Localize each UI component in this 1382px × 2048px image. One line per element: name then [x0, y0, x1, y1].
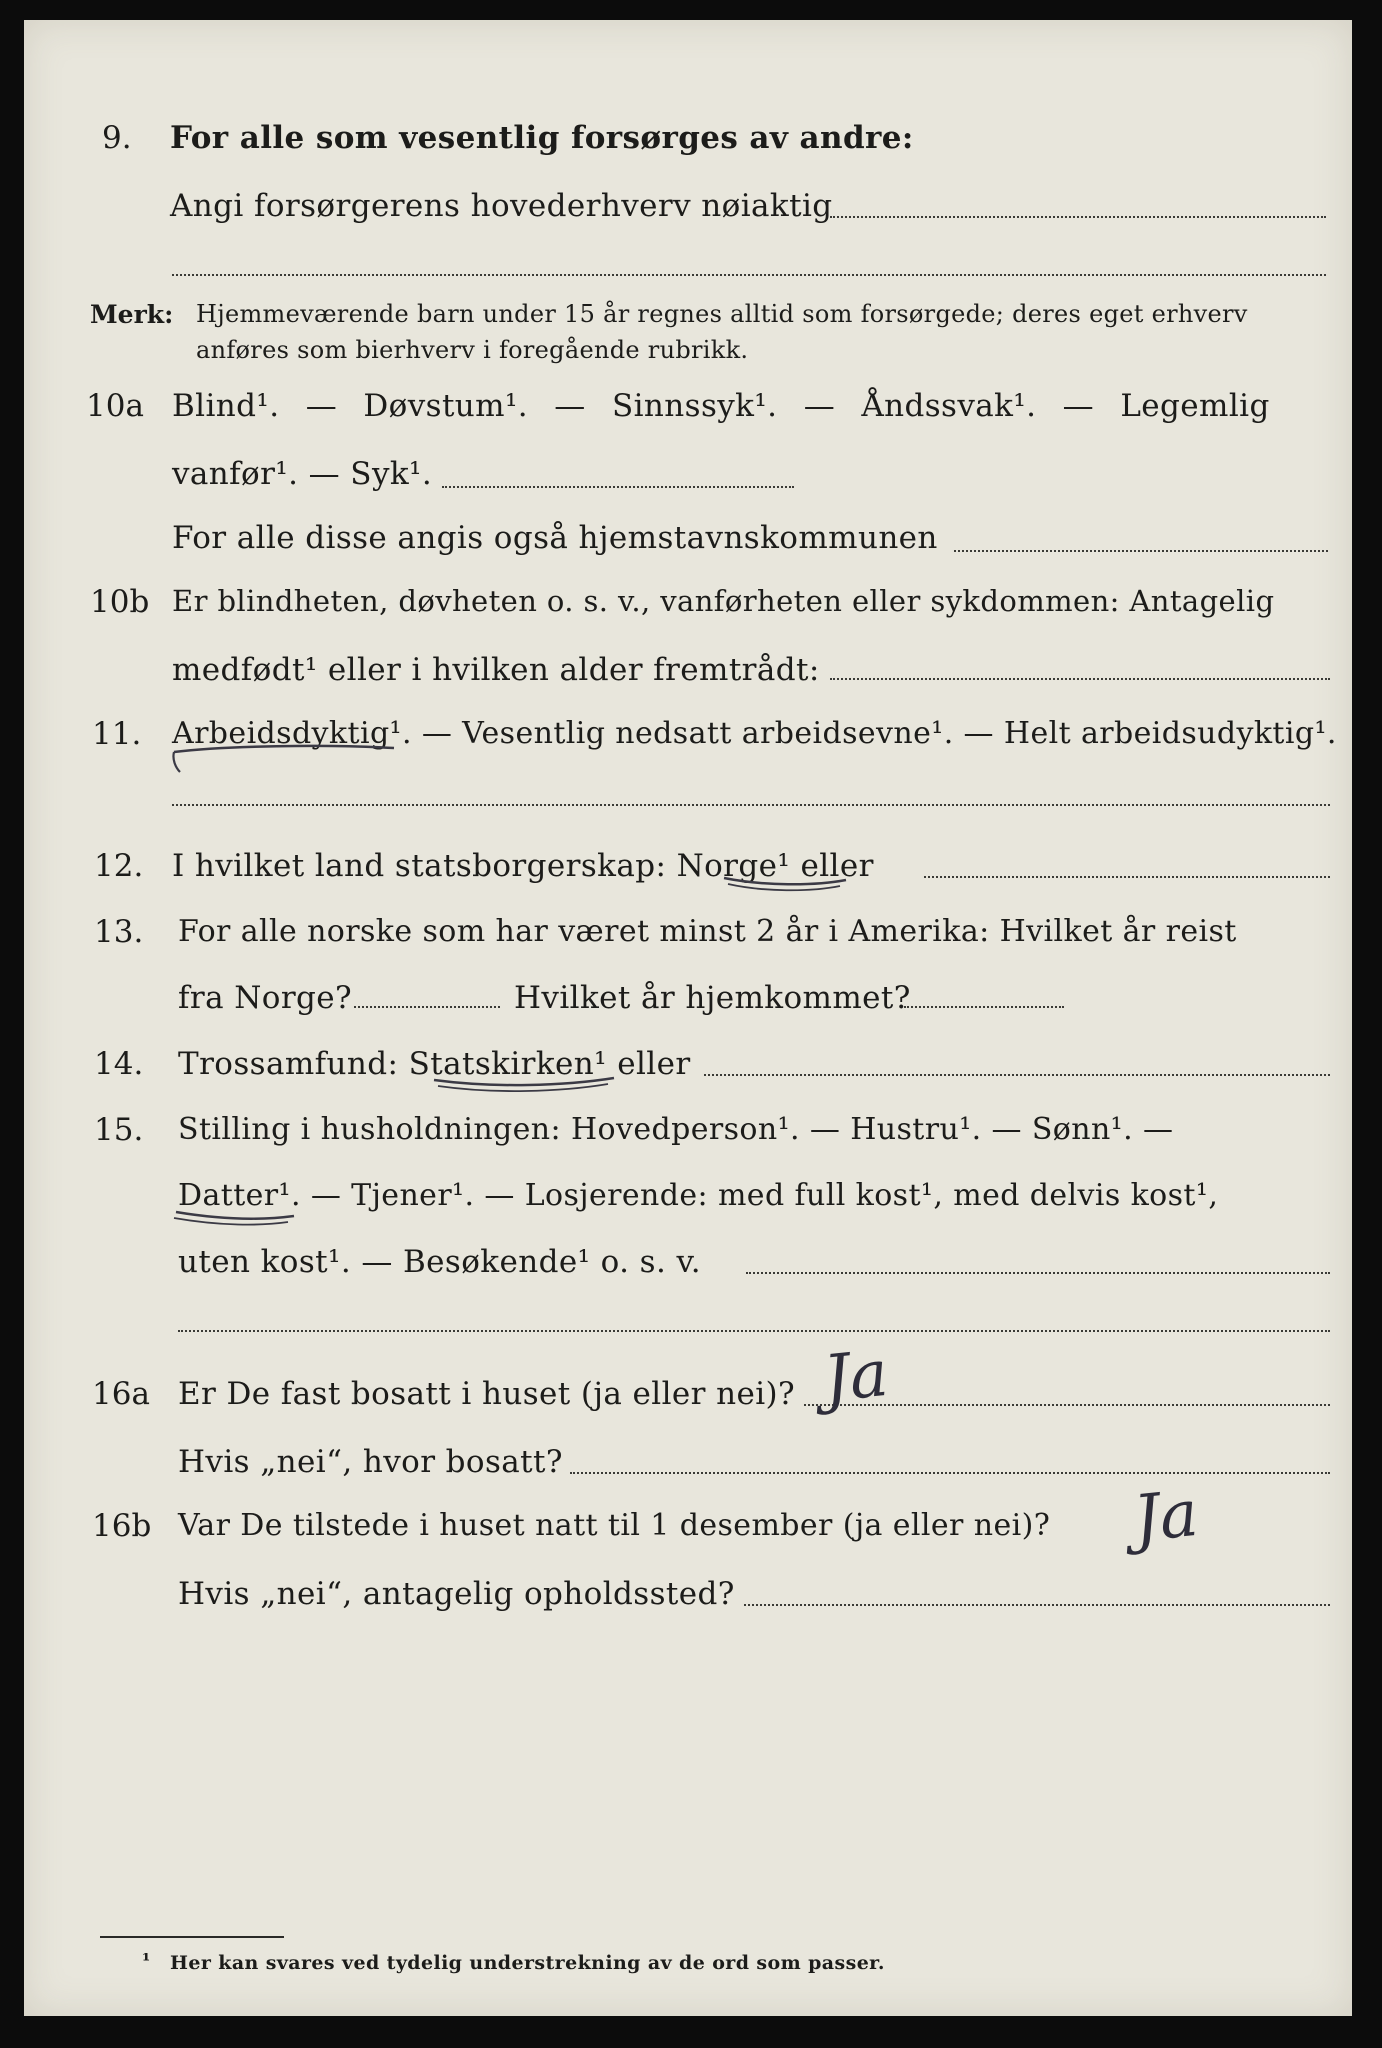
section-13-line1: For alle norske som har været minst 2 år i Amerika: Hvilket år reist: [178, 914, 1237, 949]
section-14-line1: Trossamfund: Statskirken¹ eller: [178, 1046, 691, 1082]
section-16b-handwritten-answer: Ja: [1130, 1476, 1202, 1558]
section-15-line2: Datter¹. — Tjener¹. — Losjerende: med full kost¹, med delvis kost¹,: [178, 1178, 1219, 1213]
section-16b-line1: Var De tilstede i huset natt til 1 desember (ja eller nei)?: [178, 1508, 1051, 1543]
section-12-number: 12.: [94, 848, 144, 884]
section-13-number: 13.: [94, 914, 144, 950]
section-12-line1: I hvilket land statsborgerskap: Norge¹ eller: [172, 848, 874, 884]
footnote-text: Her kan svares ved tydelig understrekning av de ord som passer.: [170, 1952, 885, 1974]
section-16b-number: 16b: [92, 1508, 152, 1544]
footnote-rule: [100, 1936, 284, 1938]
section-13-line2b: Hvilket år hjemkommet?: [514, 980, 911, 1016]
census-form-page: [24, 20, 1352, 2016]
section-10a-line1: Blind¹. — Døvstum¹. — Sinnssyk¹. — Åndssvak¹. — Legemlig: [172, 388, 1270, 424]
section-11-number: 11.: [92, 716, 142, 752]
section-16a-line1: Er De fast bosatt i huset (ja eller nei)?: [178, 1376, 796, 1412]
footnote-marker: ¹: [142, 1950, 151, 1972]
section-10a-number: 10a: [86, 388, 144, 424]
section-16a-number: 16a: [92, 1376, 150, 1412]
section-16a-handwritten-answer: Ja: [820, 1336, 892, 1418]
section-10b-line1: Er blindheten, døvheten o. s. v., vanførheten eller sykdommen: Antagelig: [172, 584, 1275, 618]
section-10a-line2: vanfør¹. — Syk¹.: [172, 456, 433, 492]
merk-line1: Hjemmeværende barn under 15 år regnes alltid som forsørgede; deres eget erhverv: [196, 300, 1248, 328]
section-9-line2: Angi forsørgerens hovederhverv nøiaktig: [170, 188, 833, 224]
section-15-line3: uten kost¹. — Besøkende¹ o. s. v.: [178, 1244, 701, 1280]
section-10b-line2: medfødt¹ eller i hvilken alder fremtrådt:: [172, 652, 820, 688]
section-16b-line2: Hvis „nei“, antagelig opholdssted?: [178, 1576, 735, 1612]
handwritten-marks: [24, 20, 1352, 2016]
merk-line2: anføres som bierhverv i foregående rubrikk.: [196, 336, 749, 364]
section-10a-line3: For alle disse angis også hjemstavnskommunen: [172, 520, 938, 556]
section-13-line2a: fra Norge?: [178, 980, 353, 1016]
section-9-number: 9.: [102, 120, 132, 156]
section-14-number: 14.: [94, 1046, 144, 1082]
section-15-line1: Stilling i husholdningen: Hovedperson¹. — Hustru¹. — Sønn¹. —: [178, 1112, 1174, 1147]
section-9-line1: For alle som vesentlig forsørges av andre:: [170, 120, 914, 156]
section-10b-number: 10b: [90, 584, 150, 620]
merk-label: Merk:: [90, 300, 174, 329]
section-15-number: 15.: [94, 1112, 144, 1148]
section-16a-line2: Hvis „nei“, hvor bosatt?: [178, 1444, 563, 1480]
section-11-line1: Arbeidsdyktig¹. — Vesentlig nedsatt arbeidsevne¹. — Helt arbeidsudyktig¹.: [172, 716, 1337, 751]
